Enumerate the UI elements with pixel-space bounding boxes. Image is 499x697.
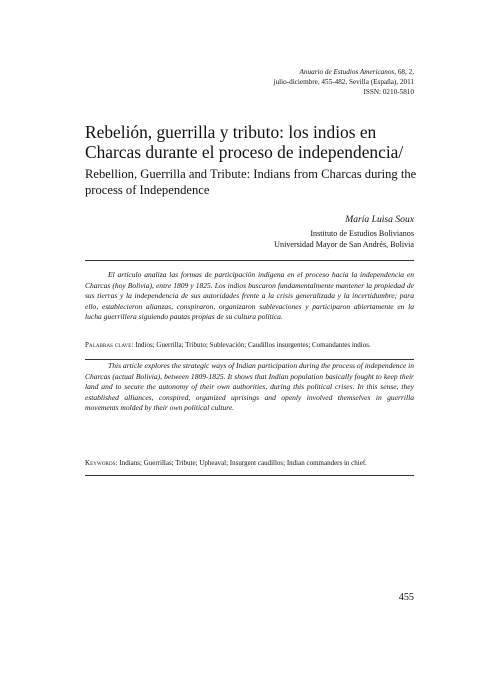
title-spanish: Rebelión, guerrilla y tributo: los indios en Charcas durante el proceso de independencia/ — [85, 122, 404, 162]
divider-middle — [85, 359, 414, 360]
abstract-english: This article explores the strategic ways of Indian participation during the process of independence in Charcas (actual Bolivia), between 1809-1825. It shows that Indian population basically fought to keep their land and to secure the autonomy of their own authorities, during this political crises. In this sense, they established alliances, conspired, organized uprisings and openly involved themselves in guerrilla movements molded by their own political culture. — [85, 361, 414, 413]
journal-volume: , 68, 2, — [394, 68, 414, 76]
journal-issue-line: julio-diciembre, 455-482, Sevilla (España), 2011 — [273, 77, 414, 86]
journal-header — [154, 68, 414, 97]
keywords-english-label: Keywords: — [85, 459, 118, 467]
keywords-spanish-label: Palabras clave: — [85, 341, 134, 349]
keywords-spanish-text: Indios; Guerrilla; Tributo; Sublevación; Caudillos insurgentes; Comandantes indios. — [135, 341, 371, 349]
journal-issn: ISSN: 0210-5810 — [363, 87, 414, 96]
keywords-spanish — [85, 340, 414, 350]
keywords-english — [85, 458, 414, 468]
author-affiliation — [154, 229, 414, 251]
abstract-spanish: El artículo analiza las formas de participación indígena en el proceso hacia la independencia en Charcas (hoy Bolivia), entre 1809 y 1825. Los indios buscaron fundamentalmente mantener la propiedad de sus tierras y la independencia de sus autoridades frente a la crisis generalizada y la incertidumbre; para ello, establecieron alianzas, conspiraron, organizaron sublevaciones y participaron abiertamente en la lucha guerrillera siguiendo pautas propias de su cultura política. — [85, 270, 414, 322]
divider-top — [85, 260, 414, 261]
title-english: Rebellion, Guerrilla and Tribute: Indians from Charcas during the process of Independence — [85, 167, 417, 197]
keywords-english-text: Indians; Guerrillas; Tribute; Upheaval; Insurgent caudillos; Indian commanders in chief. — [119, 459, 367, 467]
divider-bottom — [85, 475, 414, 476]
page-number: 455 — [398, 592, 414, 603]
author-name: María Luisa Soux — [345, 214, 414, 225]
journal-name: Anuario de Estudios Americanos — [299, 68, 395, 76]
affiliation-line-2: Universidad Mayor de San Andrés, Bolivia — [274, 239, 414, 249]
journal-citation-line — [154, 68, 414, 78]
affiliation-line-1: Instituto de Estudios Bolivianos — [310, 229, 414, 238]
